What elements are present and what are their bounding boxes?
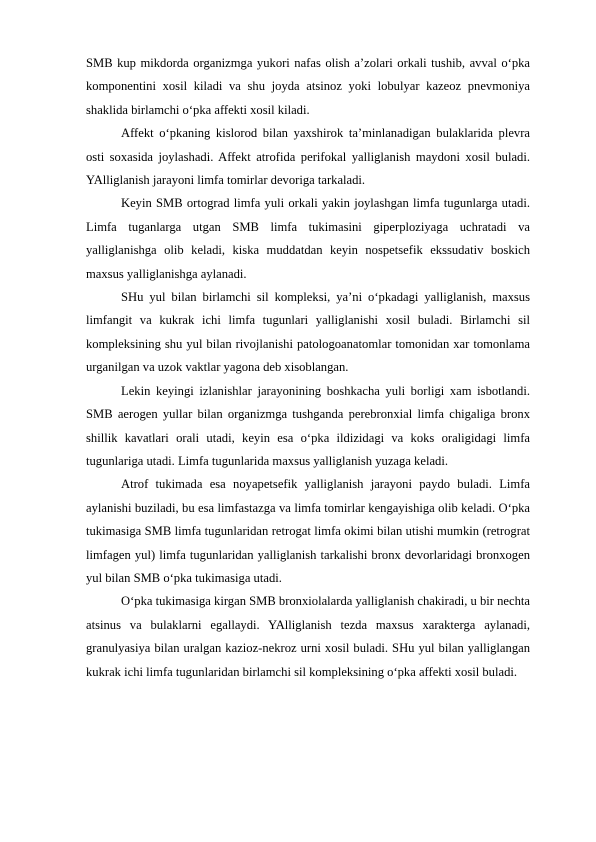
- paragraph-1: SMB kup mikdorda organizmga yukori nafas olish a’zolari orkali tushib, avval o‘pka komponentini xosil kiladi va shu joyda atsinoz yoki lobulyar kazeoz pnevmoniya shaklida birlamchi o‘pka affekti xosil kiladi.: [86, 56, 530, 117]
- paragraph-4: SHu yul bilan birlamchi sil kompleksi, ya’ni o‘pkadagi yalliglanish, maxsus limfangit va kukrak ichi limfa tugunlari yalliglanishi xosil buladi. Birlamchi sil kompleksining shu yul bilan rivojlanishi patologoanatomlar tomonidan xar tomonlama urganilgan va uzok vaktlar yagona deb xisoblangan.: [86, 290, 530, 375]
- paragraph-5: Lekin keyingi izlanishlar jarayonining boshkacha yuli borligi xam isbotlandi. SMB aerogen yullar bilan organizmga tushganda perebronxial limfa chigaliga bronx shillik kavatlari orali utadi, keyin esa o‘pka ildizidagi va koks oraligidagi limfa tugunlariga utadi. Limfa tugunlarida maxsus yalliglanish yuzaga keladi.: [86, 383, 530, 468]
- paragraph-2: Affekt o‘pkaning kislorod bilan yaxshirok ta’minlanadigan bulaklarida plevra osti soxasida joylashadi. Affekt atrofida perifokal yalliglanish maydoni xosil buladi. YAlliglanish jarayoni limfa tomirlar devoriga tarkaladi.: [86, 126, 530, 188]
- paragraph-3: Keyin SMB ortograd limfa yuli orkali yakin joylashgan limfa tugunlarga utadi. Limfa tuganlarga utgan SMB limfa tukimasini giperploziyaga uchratadi va yalliglanishga olib keladi, kiska muddatdan keyin nospetsefik ekssudativ boskich maxsus yalliglanishga aylanadi.: [86, 196, 530, 281]
- body-text: [86, 52, 530, 684]
- paragraph-7: O‘pka tukimasiga kirgan SMB bronxiolalarda yalliglanish chakiradi, u bir nechta atsinus va bulaklarni egallaydi. YAlliglanish tezda maxsus xarakterga aylanadi, granulyasiya bilan uralgan kazioz-nekroz urni xosil buladi. SHu yul bilan yalliglangan kukrak ichi limfa tugunlaridan birlamchi sil kompleksining o‘pka affekti xosil buladi.: [86, 594, 530, 679]
- paragraph-6: Atrof tukimada esa noyapetsefik yalliglanish jarayoni paydo buladi. Limfa aylanishi buziladi, bu esa limfastazga va limfa tomirlar kengayishiga olib keladi. O‘pka tukimasiga SMB limfa tugunlaridan retrogat limfa okimi bilan utishi mumkin (retrograt limfagen yul) limfa tugunlaridan yalliglanish tarkalishi bronx devorlaridagi bronxogen yul bilan SMB o‘pka tukimasiga utadi.: [86, 477, 530, 585]
